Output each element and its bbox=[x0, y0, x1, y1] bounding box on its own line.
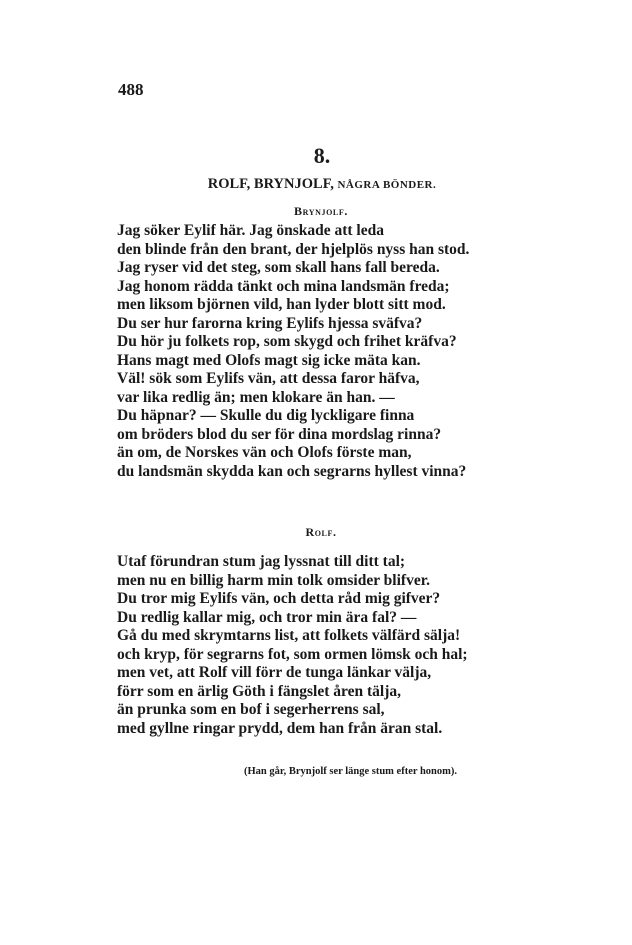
scene-characters bbox=[0, 176, 632, 193]
verse-line: Jag ryser vid det steg, som skall hans fall bereda. bbox=[117, 259, 440, 276]
verse-line: Jag söker Eylif här. Jag önskade att leda bbox=[117, 222, 384, 239]
verse-line: Gå du med skrymtarns list, att folkets välfärd sälja! bbox=[117, 627, 461, 644]
speech-brynjolf bbox=[117, 222, 517, 481]
speaker-name: Brynjolf. bbox=[294, 204, 348, 218]
verse-line: Du redlig kallar mig, och tror min ära fal? — bbox=[117, 608, 417, 626]
verse-line: än prunka som en bof i segerherrens sal, bbox=[117, 701, 385, 718]
characters-main: ROLF, BRYNJOLF, bbox=[207, 176, 334, 192]
verse-line: men nu en billig harm min tolk omsider blifver. bbox=[117, 571, 431, 589]
verse-line: om bröders blod du ser för dina mordslag rinna? bbox=[117, 425, 442, 443]
verse-line: Jag honom rädda tänkt och mina landsmän freda; bbox=[117, 277, 450, 295]
verse-line: var lika redlig än; men klokare än han. — bbox=[117, 388, 395, 406]
verse-line: men liksom björnen vild, han lyder blott sitt mod. bbox=[117, 296, 446, 313]
verse-line: Hans magt med Olofs magt sig icke mäta kan. bbox=[117, 351, 421, 369]
verse-line: Du tror mig Eylifs vän, och detta råd mig gifver? bbox=[117, 590, 441, 607]
page-number: 488 bbox=[118, 80, 144, 99]
speaker-name: Rolf. bbox=[305, 525, 337, 539]
verse-line: Du ser hur farorna kring Eylifs hjessa sväfva? bbox=[117, 314, 423, 332]
verse-line: Du hör ju folkets rop, som skygd och frihet kräfva? bbox=[117, 333, 457, 350]
verse-line: förr som en ärlig Göth i fängslet åren tälja, bbox=[117, 682, 401, 700]
verse-line: men vet, att Rolf vill förr de tunga länkar välja, bbox=[117, 664, 432, 681]
verse-line: du landsmän skydda kan och segrarns hyllest vinna? bbox=[117, 462, 467, 480]
stage-direction: (Han går, Brynjolf ser länge stum efter honom). bbox=[244, 766, 457, 777]
verse-line: Utaf förundran stum jag lyssnat till ditt tal; bbox=[117, 553, 406, 570]
verse-line: med gyllne ringar prydd, dem han från äran stal. bbox=[117, 719, 443, 737]
speech-rolf bbox=[117, 553, 517, 738]
verse-line: och kryp, för segrarns fot, som ormen lömsk och hal; bbox=[117, 645, 468, 663]
verse-line: Väl! sök som Eylifs vän, att dessa faror häfva, bbox=[117, 370, 420, 387]
verse-line: än om, de Norskes vän och Olofs förste man, bbox=[117, 444, 412, 461]
verse-line: Du häpnar? — Skulle du dig lyckligare finna bbox=[117, 407, 415, 424]
characters-extra: NÅGRA BÖNDER. bbox=[337, 179, 437, 191]
scene-number: 8. bbox=[313, 143, 331, 168]
verse-line: den blinde från den brant, der hjelplös nyss han stod. bbox=[117, 240, 470, 258]
